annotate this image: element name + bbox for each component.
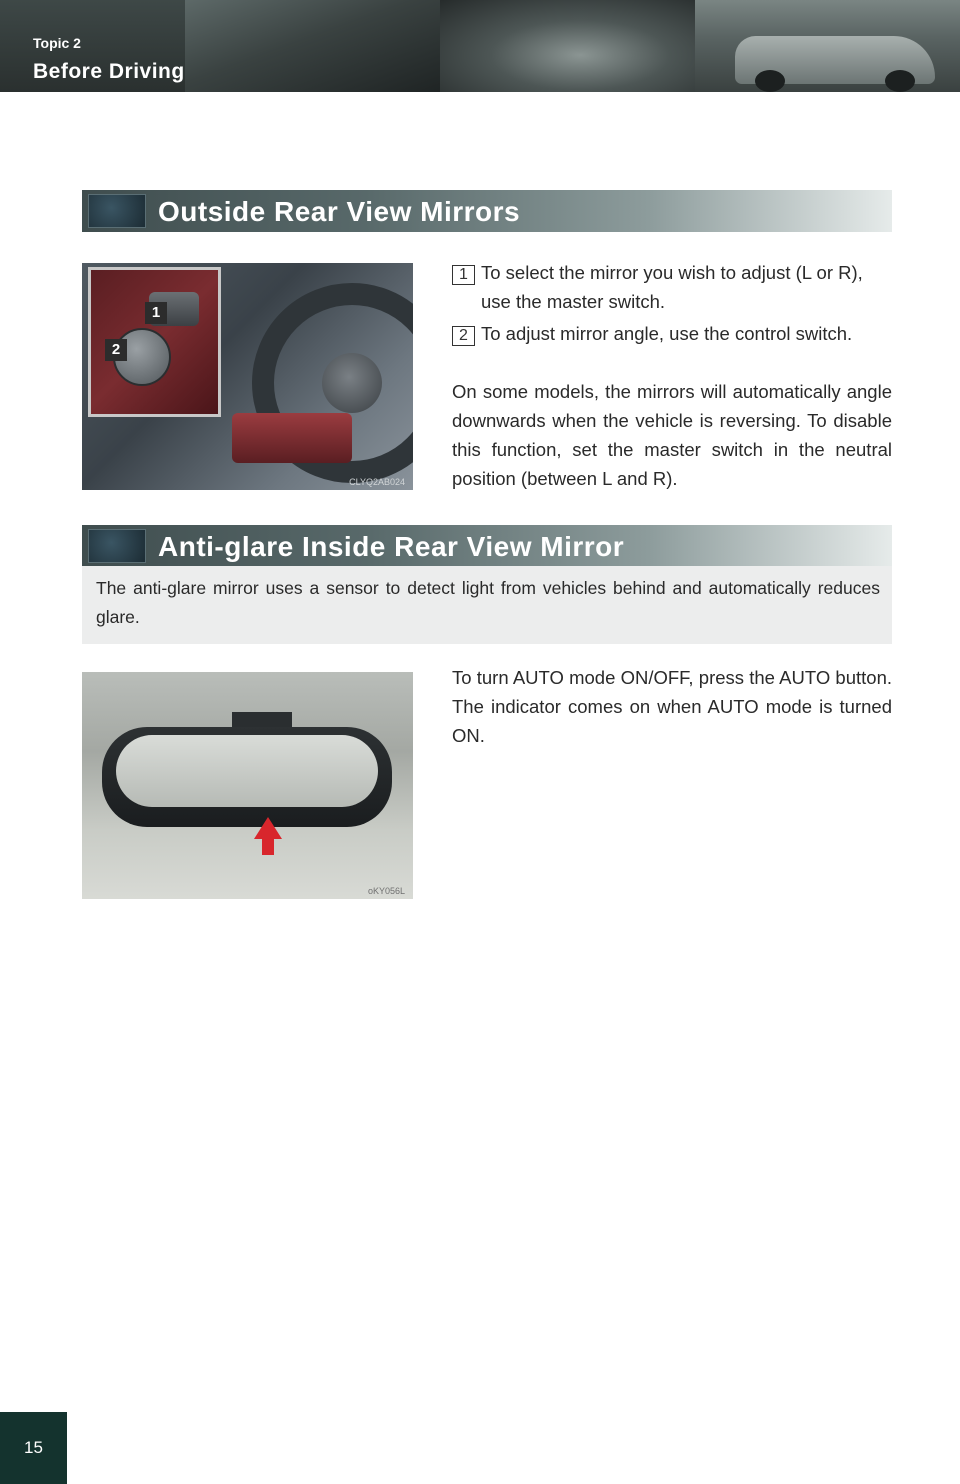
- header-banner: [0, 0, 960, 92]
- callout-2: 2: [105, 339, 127, 361]
- step-2-text: To adjust mirror angle, use the control switch.: [481, 323, 853, 344]
- switch-closeup-inset: [88, 267, 221, 417]
- topic-label: Topic 2: [33, 35, 81, 51]
- header-photo-car: [695, 0, 960, 92]
- steering-hub-graphic: [322, 353, 382, 413]
- section-marker-icon: [88, 194, 146, 228]
- header-label-panel: [0, 0, 185, 92]
- door-switch-panel-graphic: [232, 413, 352, 463]
- car-wheel: [885, 70, 915, 92]
- page-number: 15: [0, 1412, 67, 1484]
- image-code: oKY056L: [367, 886, 405, 896]
- callout-1: 1: [145, 302, 167, 324]
- inside-mirror-photo: [82, 672, 413, 899]
- section-name: Before Driving: [33, 60, 185, 83]
- header-photo-door: [185, 0, 440, 92]
- section-title-text: Outside Rear View Mirrors: [158, 196, 521, 227]
- step-number-box: 1: [452, 265, 475, 285]
- image-code: CLYQ2AB024: [349, 477, 405, 487]
- anti-glare-description: The anti-glare mirror uses a sensor to detect light from vehicles behind and automatically reduces glare.: [96, 578, 880, 627]
- section-title-outside-mirrors: [82, 190, 892, 232]
- section-title-text: Anti-glare Inside Rear View Mirror: [158, 531, 625, 562]
- section-title-inside-mirror: [82, 525, 892, 567]
- mirror-glass-graphic: [116, 735, 378, 807]
- pointer-arrow-tail: [262, 837, 274, 855]
- header-photo-interior: [440, 0, 695, 92]
- step-1-text: To select the mirror you wish to adjust (L or R), use the master switch.: [481, 262, 863, 312]
- mirror-switch-photo: [82, 263, 413, 490]
- auto-mode-instruction: To turn AUTO mode ON/OFF, press the AUTO button. The indicator comes on when AUTO mode is turned ON.: [452, 667, 892, 746]
- car-wheel: [755, 70, 785, 92]
- pointer-arrow-icon: [254, 817, 282, 839]
- step-number-box: 2: [452, 326, 475, 346]
- section-marker-icon: [88, 529, 146, 563]
- reverse-tilt-note: On some models, the mirrors will automatically angle downwards when the vehicle is reversing. To disable this function, set the master switch in the neutral position (between L and R).: [452, 381, 892, 489]
- anti-glare-description-box: [82, 566, 892, 644]
